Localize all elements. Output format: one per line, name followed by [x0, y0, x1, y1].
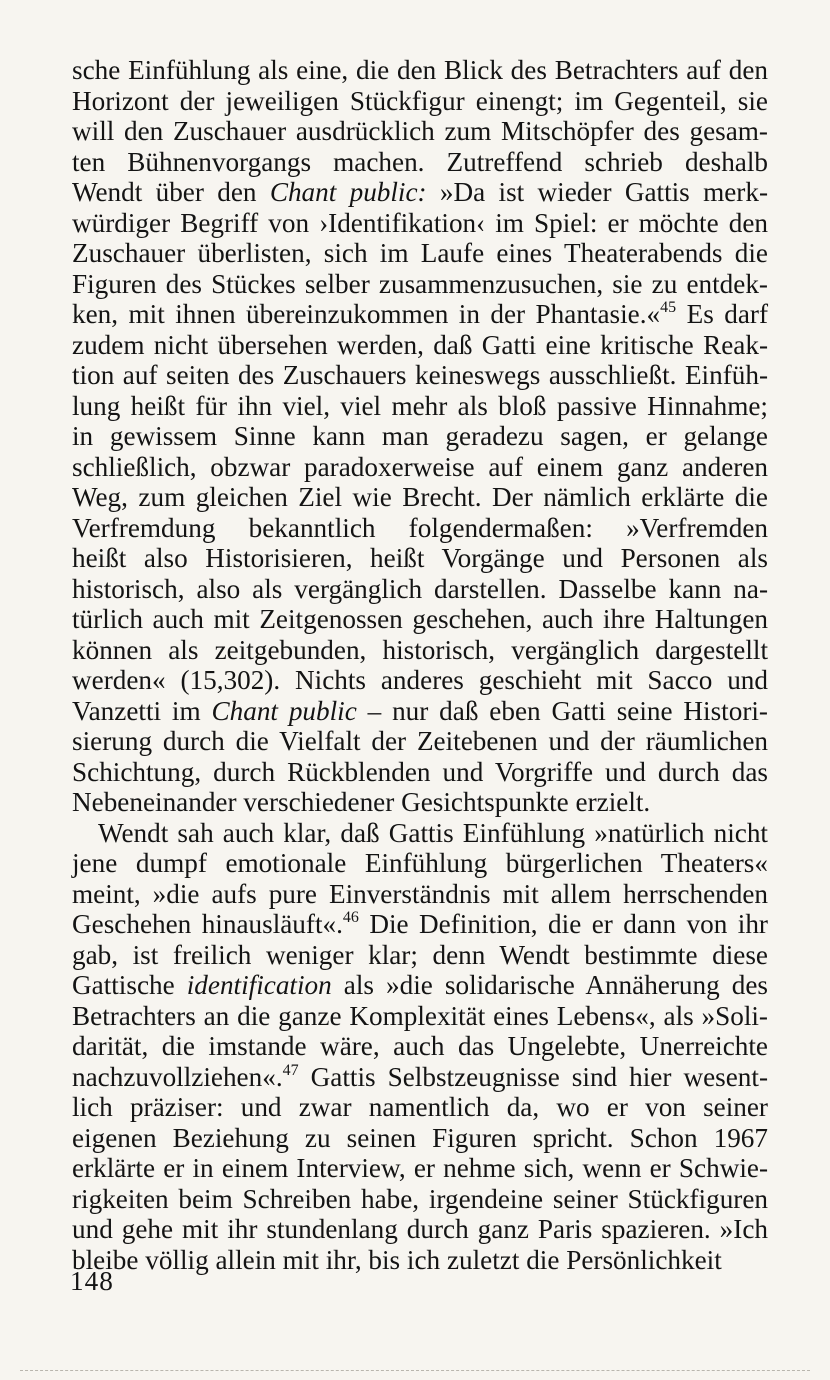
- text-line: eigenen Beziehung zu seinen Figuren spricht. Schon 1967: [72, 1122, 768, 1153]
- text-line: Nebeneinander verschiedener Gesichtspunkte erzielt.: [72, 787, 651, 817]
- text-line: Zuschauer überlisten, sich im Laufe eines Theaterabends die: [72, 238, 768, 268]
- text-line: meint, »die aufs pure Einverständnis mit allem herrschenden: [72, 878, 768, 909]
- text-line: will den Zuschauer ausdrücklich zum Mitschöpfer des gesam-: [72, 116, 768, 146]
- text-line: ten Bühnenvorgangs machen. Zutreffend schrieb deshalb: [72, 146, 768, 177]
- body-text: [72, 55, 768, 1275]
- text-line: können als zeitgebunden, historisch, vergänglich dargestellt: [72, 634, 768, 665]
- text-line: Betrachters an die ganze Komplexität eines Lebens«, als »Soli-: [72, 1000, 768, 1031]
- text-line: Vanzetti im Chant public – nur daß eben Gatti seine Histori-: [72, 695, 768, 726]
- text-line: würdiger Begriff von ›Identifikation‹ im Spiel: er möchte den: [72, 207, 768, 238]
- text-line: jene dumpf emotionale Einfühlung bürgerlichen Theaters«: [72, 848, 768, 878]
- text-line: nachzuvollziehen«.$^{47}$ Gattis Selbstzeugnisse sind hier wesent-: [72, 1061, 768, 1092]
- text-line: Schichtung, durch Rückblenden und Vorgriffe und durch das: [72, 756, 768, 787]
- text-line: sche Einfühlung als eine, die den Blick des Betrachters auf den: [72, 55, 768, 85]
- text-line: Geschehen hinausläuft«.$^{46}$ Die Definition, die er dann von ihr: [72, 909, 768, 939]
- footnote-ref: 47: [282, 1061, 299, 1079]
- text-line: Gattische identification als »die solidarische Annäherung des: [72, 970, 768, 1000]
- text-line: erklärte er in einem Interview, er nehme sich, wenn er Schwie-: [72, 1153, 768, 1183]
- text-line: Weg, zum gleichen Ziel wie Brecht. Der nämlich erklärte die: [72, 482, 768, 512]
- text-line: und gehe mit ihr stundenlang durch ganz Paris spazieren. »Ich: [72, 1214, 768, 1244]
- italic-title: Chant public:: [269, 177, 427, 207]
- text-line: Figuren des Stückes selber zusammenzusuchen, sie zu entdek-: [72, 268, 768, 299]
- text-line: heißt also Historisieren, heißt Vorgänge und Personen als: [72, 543, 768, 573]
- italic-title: identification: [186, 970, 332, 1000]
- text-line: darität, die imstande wäre, auch das Ungelebte, Unerreichte: [72, 1031, 768, 1061]
- text-line: ken, mit ihnen übereinzukommen in der Phantasie.«$^{45}$ Es darf: [72, 299, 768, 329]
- text-line: schließlich, obzwar paradoxerweise auf einem ganz anderen: [72, 451, 768, 482]
- text-line: lung heißt für ihn viel, viel mehr als bloß passive Hinnahme;: [72, 390, 768, 421]
- text-line: in gewissem Sinne kann man geradezu sagen, er gelange: [72, 421, 768, 451]
- text-line: gab, ist freilich weniger klar; denn Wendt bestimmte diese: [72, 939, 768, 970]
- text-line: rigkeiten beim Schreiben habe, irgendeine seiner Stückfiguren: [72, 1183, 768, 1214]
- text-line: historisch, also als vergänglich darstellen. Dasselbe kann na-: [72, 573, 768, 604]
- text-line: Verfremdung bekanntlich folgendermaßen: »Verfremden: [72, 512, 768, 543]
- text-line: türlich auch mit Zeitgenossen geschehen, auch ihre Haltungen: [72, 604, 768, 634]
- text-line: Horizont der jeweiligen Stückfigur einengt; im Gegenteil, sie: [72, 85, 768, 116]
- italic-title: Chant public: [211, 695, 357, 726]
- text-line: Wendt sah auch klar, daß Gattis Einfühlung »natürlich nicht: [98, 817, 768, 848]
- footnote-ref: 46: [342, 909, 359, 926]
- text-line: lich präziser: und zwar namentlich da, wo er von seiner: [72, 1092, 768, 1122]
- page-number: 148: [70, 1266, 114, 1296]
- text-line: werden« (15,302). Nichts anderes geschieht mit Sacco und: [72, 665, 768, 695]
- bottom-scan-edge: [20, 1370, 810, 1371]
- footnote-ref: 45: [660, 299, 677, 316]
- text-line: bleibe völlig allein mit ihr, bis ich zuletzt die Persönlichkeit: [72, 1244, 722, 1275]
- text-line: tion auf seiten des Zuschauers keineswegs ausschließt. Einfüh-: [72, 360, 768, 390]
- text-line: sierung durch die Vielfalt der Zeitebenen und der räumlichen: [72, 726, 768, 756]
- text-line: zudem nicht übersehen werden, daß Gatti eine kritische Reak-: [72, 329, 768, 360]
- text-line: Wendt über den Chant public: »Da ist wieder Gattis merk-: [72, 177, 768, 207]
